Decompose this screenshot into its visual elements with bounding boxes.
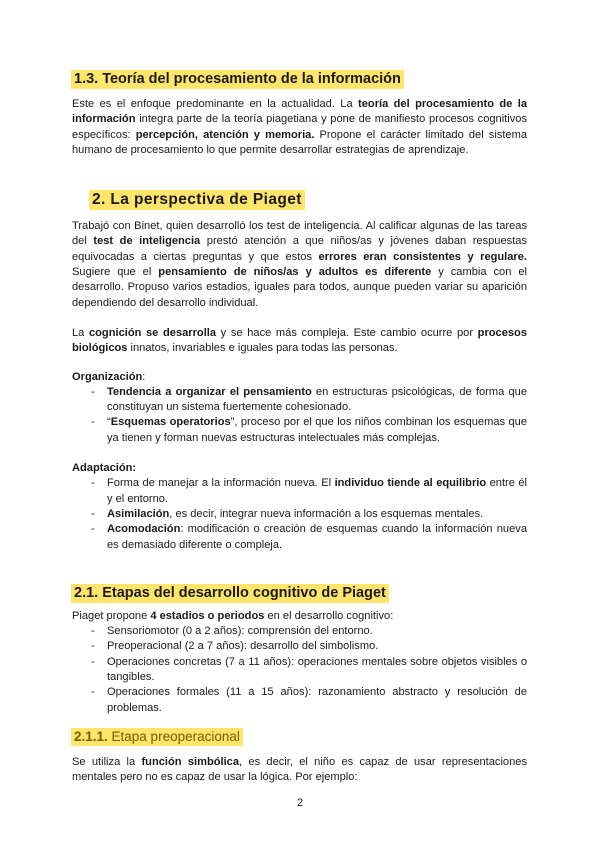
text-run: Forma de manejar a la información nueva. El <box>107 477 335 490</box>
bold-run: Esquemas operatorios <box>110 416 231 429</box>
organizacion-list <box>72 385 527 446</box>
text-run: Trabajó con Binet, quien desarrolló los test de inteligencia. Al calificar algunas de las tareas del <box>72 220 527 248</box>
stage-item <box>72 624 527 639</box>
text-run: y cambia con el desarrollo. Propuso varios estadios, iguales para todos, aunque pueden variar su aparición dependiendo del desarrollo individual. <box>72 266 527 309</box>
stages-list <box>72 624 527 716</box>
text-run: Propone el carácter limitado del sistema humano de procesamiento lo que permite desarrollar estrategias de aprendizaje. <box>72 128 527 156</box>
section-2-heading: 2. La perspectiva de Piaget <box>89 190 305 210</box>
text-run: Este es el enfoque predominante en la actualidad. La <box>72 98 359 110</box>
dash-bullet: - <box>91 385 95 398</box>
text-run: en el desarrollo cognitivo: <box>264 609 394 622</box>
section-2-1-intro <box>72 609 527 624</box>
text-run: ”, proceso por el que los niños combinan los esquemas que ya tienen y forman nuevas estructuras intelectuales más complejas. <box>107 416 527 444</box>
bold-run: individuo tiende al equilibrio <box>334 477 487 490</box>
list-item <box>72 385 527 416</box>
section-1-3-heading-row <box>72 70 527 89</box>
section-1-3-heading: 1.3. Teoría del procesamiento de la información <box>71 70 404 89</box>
bold-run: percepción, atención y memoria. <box>135 128 315 141</box>
section-2-1-heading: 2.1. Etapas del desarrollo cognitivo de Piaget <box>71 584 389 603</box>
section-2-heading-row <box>72 190 527 211</box>
text-run: integra parte de la teoría piagetiana y pone de manifiesto procesos cognitivos específicos: <box>72 113 527 141</box>
adaptacion-list <box>72 476 527 552</box>
bold-run: procesos biológicos <box>72 326 527 355</box>
text-run: Sugiere que el <box>72 266 159 279</box>
stage-item <box>72 655 527 686</box>
dash-bullet: - <box>91 655 95 668</box>
text-run: entre él y el entorno. <box>107 477 528 505</box>
list-item <box>72 522 527 553</box>
text-run: innatos, invariables e iguales para todas las personas. <box>127 342 398 355</box>
text-run: : modificación o creación de esquemas cuando la información nueva es demasiado diferente o compleja. <box>107 523 527 551</box>
bold-run: pensamiento de niños/as y adultos es diferente <box>158 266 432 279</box>
bold-run: función simbólica <box>141 755 240 768</box>
bold-run: cognición se desarrolla <box>88 326 217 339</box>
dash-bullet: - <box>91 686 95 699</box>
heading-text: Etapa preoperacional <box>107 728 240 744</box>
text-run: , es decir, el niño es capaz de usar representaciones mentales pero no es capaz de usar la lógica. Por ejemplo: <box>72 755 527 784</box>
bold-run: Asimilación <box>107 507 170 520</box>
label-colon: : <box>142 370 146 383</box>
page-number: 2 <box>296 797 304 809</box>
list-item <box>72 415 527 446</box>
dash-bullet: - <box>91 640 95 653</box>
adaptacion-label: Adaptación: <box>72 462 137 475</box>
section-1-3-paragraph <box>72 97 527 158</box>
dash-bullet: - <box>91 523 95 536</box>
text-run: , es decir, integrar nueva información a los esquemas mentales. <box>169 507 484 520</box>
dash-bullet: - <box>91 625 95 638</box>
section-2-paragraph-2 <box>72 326 527 357</box>
organizacion-label <box>72 370 527 385</box>
stage-item <box>72 685 527 716</box>
dash-bullet: - <box>91 507 95 520</box>
bold-run: test de inteligencia <box>93 235 201 248</box>
bold-run: Acomodación <box>107 523 181 536</box>
list-item <box>72 476 527 507</box>
heading-number: 2.1.1. <box>74 728 108 744</box>
dash-bullet: - <box>91 416 95 429</box>
label-text: Organización <box>72 370 143 383</box>
text-run: Piaget propone <box>72 609 151 622</box>
bold-run: teoría del procesamiento de la información <box>72 98 527 126</box>
section-2-paragraph-1 <box>72 219 527 311</box>
text-run: prestó atención a que niños/as y jóvenes daban respuestas equivocadas a ciertas preguntas y que estos <box>72 235 527 263</box>
text-run: y se hace más compleja. Este cambio ocurre por <box>216 326 478 339</box>
text-run: Se utiliza la <box>72 755 142 768</box>
stage-text: Preoperacional (2 a 7 años): desarrollo del simbolismo. <box>107 640 379 653</box>
text-run: La <box>72 326 89 339</box>
bold-run: errores eran consistentes y regulare. <box>318 250 527 263</box>
bold-run: Tendencia a organizar el pensamiento <box>107 385 312 398</box>
section-2-1-1-heading-row <box>72 728 527 747</box>
bold-run: 4 estadios o periodos <box>150 609 265 622</box>
text-run: en estructuras psicológicas, de forma que constituyan un sistema fuertemente cohesionado. <box>107 385 527 414</box>
text-run: “ <box>107 416 111 429</box>
stage-text: Operaciones concretas (7 a 11 años): operaciones mentales sobre objetos visibles o tangibles. <box>107 655 527 684</box>
section-2-1-1-heading <box>71 728 243 746</box>
dash-bullet: - <box>91 477 95 490</box>
list-item <box>72 507 527 522</box>
section-2-1-1-paragraph <box>72 755 527 786</box>
section-2-1-heading-row <box>72 584 527 603</box>
stage-text: Sensoriomotor (0 a 2 años): comprensión del entorno. <box>107 625 373 638</box>
stage-text: Operaciones formales (11 a 15 años): razonamiento abstracto y resolución de problemas. <box>107 686 527 714</box>
stage-item <box>72 639 527 654</box>
page-content <box>72 70 527 786</box>
